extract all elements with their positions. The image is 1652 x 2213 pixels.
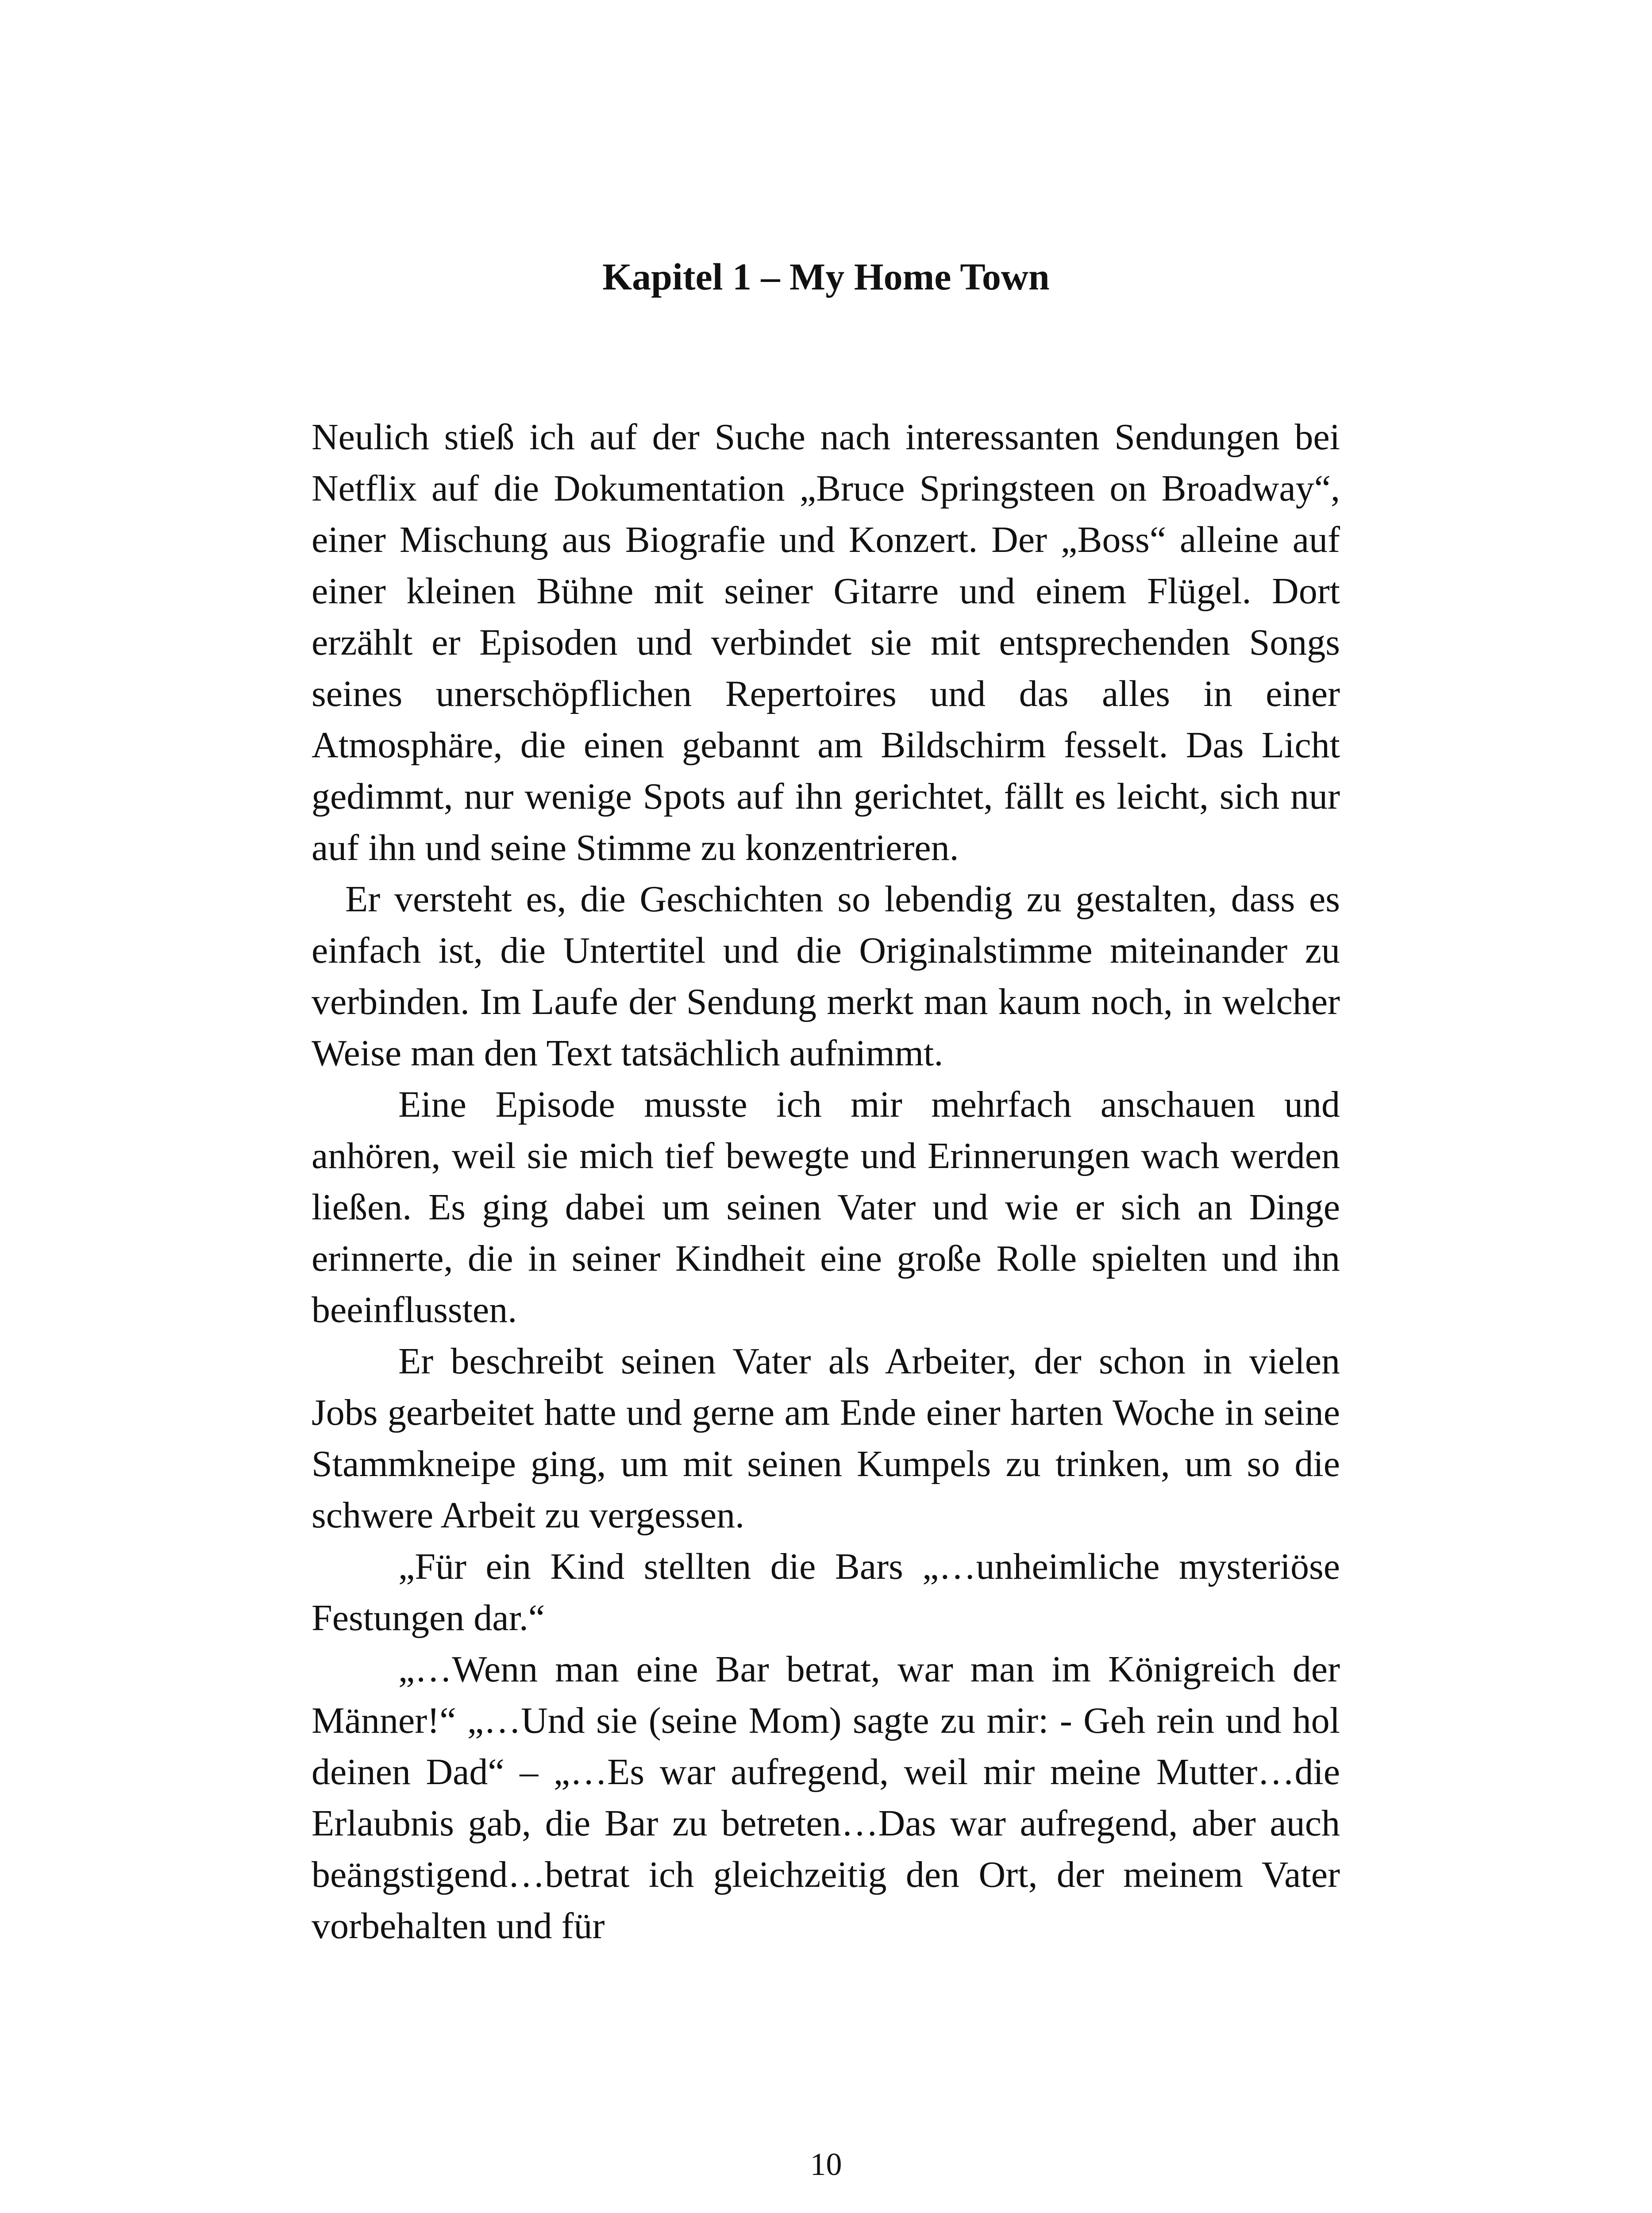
paragraph-2: Er versteht es, die Geschichten so lebendig zu gestalten, dass es einfach ist, die Untertitel und die Originalstimme miteinander zu verbinden. Im Laufe der Sendung merkt man kaum noch, in welcher Weise man den Text tatsächlich aufnimmt. <box>312 879 1340 1074</box>
paragraph-5: „Für ein Kind stellten die Bars „…unheimliche mysteriöse Festungen dar.“ <box>312 1546 1340 1639</box>
paragraph-1: Neulich stieß ich auf der Suche nach interessanten Sendungen bei Netflix auf die Dokumentation „Bruce Springsteen on Broadway“, einer Mischung aus Biografie und Konzert. Der „Boss“ alleine auf einer kleinen Bühne mit seiner Gitarre und einem Flügel. Dort erzählt er Episoden und verbindet sie mit entsprechenden Songs seines unerschöpflichen Repertoires und das alles in einer Atmosphäre, die einen gebannt am Bildschirm fesselt. Das Licht gedimmt, nur wenige Spots auf ihn gerichtet, fällt es leicht, sich nur auf ihn und seine Stimme zu konzentrieren. <box>312 416 1340 868</box>
paragraph-6: „…Wenn man eine Bar betrat, war man im Königreich der Männer!“ „…Und sie (seine Mom) sagte zu mir: - Geh rein und hol deinen Dad“ – „…Es war aufregend, weil mir meine Mutter…die Erlaubnis gab, die Bar zu betreten…Das war aufregend, aber auch beängstigend…betrat ich gleichzeitig den Ort, der meinem Vater vorbehalten und für <box>312 1649 1340 1947</box>
paragraph-3: Eine Episode musste ich mir mehrfach anschauen und anhören, weil sie mich tief bewegte und Erinnerungen wach werden ließen. Es ging dabei um seinen Vater und wie er sich an Dinge erinnerte, die in seiner Kindheit eine große Rolle spielten und ihn beeinflussten. <box>312 1084 1340 1330</box>
paragraph-4: Er beschreibt seinen Vater als Arbeiter, der schon in vielen Jobs gearbeitet hatte und gerne am Ende einer harten Woche in seine Stammkneipe ging, um mit seinen Kumpels zu trinken, um so die schwere Arbeit zu vergessen. <box>312 1341 1340 1536</box>
page-number: 10 <box>810 2147 842 2182</box>
chapter-body <box>312 412 1340 1952</box>
chapter-title: Kapitel 1 – My Home Town <box>602 255 1050 298</box>
